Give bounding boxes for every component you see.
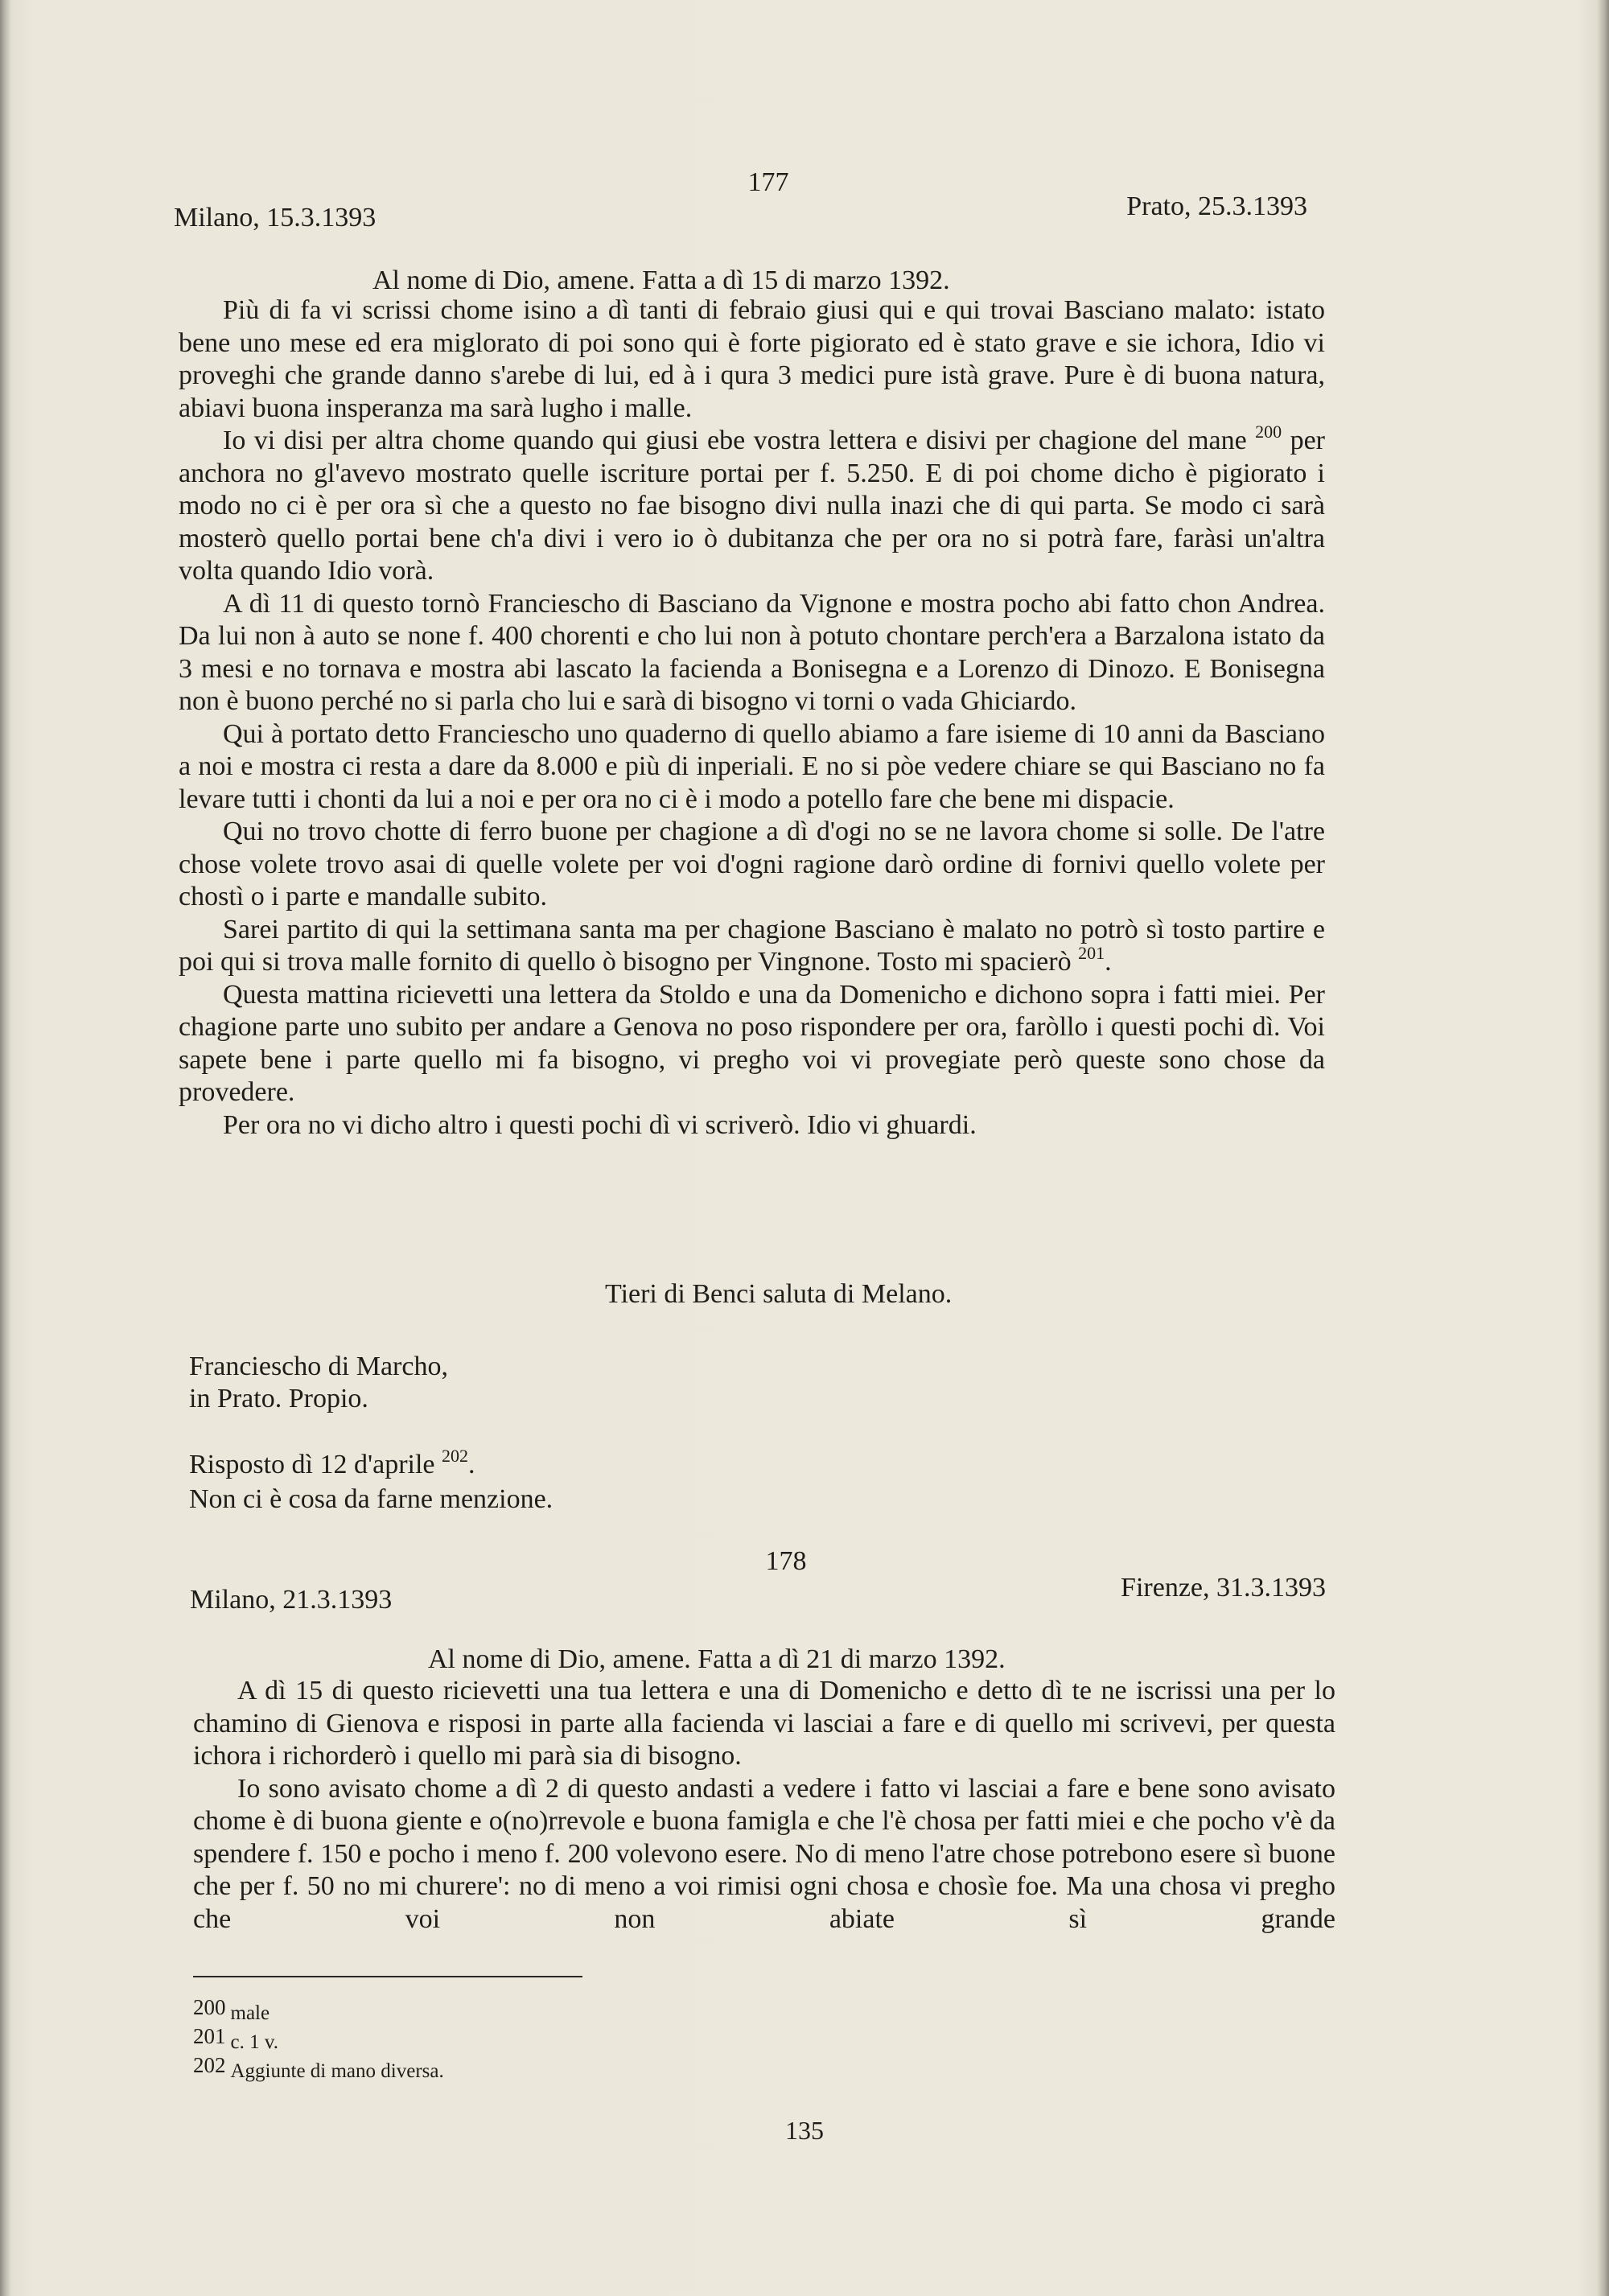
- reply-note-end: .: [468, 1450, 475, 1479]
- letter-paragraph: Io sono avisato chome a dì 2 di questo andasti a vedere i fatto vi lasciai a fare e bene sono avisato chome è di buona giente e o(no)rrevole e buona famigla e che l'è chosa per fatti miei e che pocho v'è da spendere f. 150 e pocho i meno f. 200 volevono esere. No di meno l'atre chose potrebono esere sì buone che per f. 50 no mi churere': no di meno a voi rimisi ogni chosa e chosìe foe. Ma una chosa vi pregho che voi non abiate sì grande: [193, 1773, 1335, 1934]
- letter-paragraph: A dì 15 di questo ricievetti una tua lettera e una di Domenicho e detto dì te ne iscrissi una per lo chamino di Gienova e risposi in parte alla facienda vi lasciai a fare e di quello mi scrivevi, per questa ichora i richorderò i quello mi parà sia di bisogno.: [193, 1676, 1335, 1771]
- letter-number: 178: [765, 1546, 807, 1576]
- letter-signature: Tieri di Benci saluta di Melano.: [605, 1279, 953, 1309]
- footnote: 202 Aggiunte di mano diversa.: [193, 2053, 444, 2082]
- letter-paragraph: Qui no trovo chotte di ferro buone per chagione a dì d'ogi no se ne lavora chome si solle. De l'atre chose volete trovo asai di quelle volete per voi d'ogni ragione darò ordine di fornivi quello volete per chostì o i parte e mandalle subito.: [179, 817, 1325, 911]
- letter-opening: Al nome di Dio, amene. Fatta a dì 21 di marzo 1392.: [428, 1644, 1006, 1674]
- letter-origin: Milano, 15.3.1393: [174, 203, 377, 232]
- letter-body: [179, 294, 1325, 1142]
- letter-number: 177: [747, 167, 789, 197]
- letter-body: [193, 1675, 1335, 1936]
- reply-remark: Non ci è cosa da farne menzione.: [189, 1484, 553, 1514]
- letter-paragraph: A dì 11 di questo tornò Franciescho di Basciano da Vignone e mostra pocho abi fatto chon Andrea. Da lui non à auto se none f. 400 chorenti e cho lui non à potuto chontare perch'era a Barzalona istato da 3 mesi e no tornava e mostra abi lascato la facienda a Bonisegna e a Lorenzo di Dinozo. E Bonisegna non è buono perché no si parla cho lui e sarà di bisogno vi torni o vada Ghiciardo.: [179, 588, 1325, 716]
- letter-paragraph: Più di fa vi scrissi chome isino a dì tanti di febraio giusi qui e qui trovai Basciano malato: istato bene uno mese ed era miglorato di poi sono qui è forte pigiorato ed è stato grave e sie ichora, Idio vi proveghi che grande danno s'arebe di lui, ed à i qura 3 medici pure istà grave. Pure è di buona natura, abiavi buona insperanza ma sarà lugho i malle.: [179, 295, 1325, 423]
- footnote-ref: 200: [1255, 422, 1282, 442]
- letter-paragraph: Io vi disi per altra chome quando qui giusi ebe vostra lettera e disivi per chagione del mane $^{200}$ per anchora no gl'avevo mostrato quelle iscriture portai per f. 5.250. E di poi chome dicho è pigiorato i modo no ci è per ora sì che a questo no fae bisogno divi nulla inazi che di qui parta. Se modo ci sarà mosterò quello portai bene ch'a divi i vero io ò dubitanza che per ora no si potrà fare, faràsi un'altra volta quando Idio vorà.: [179, 422, 1325, 586]
- address-line: Franciescho di Marcho,: [189, 1352, 448, 1381]
- address-line: in Prato. Propio.: [189, 1384, 368, 1413]
- letter-destination: Firenze, 31.3.1393: [1121, 1573, 1326, 1603]
- reply-note: [189, 1446, 475, 1480]
- reply-note-text: Risposto dì 12 d'aprile: [189, 1450, 442, 1479]
- footnote-ref: 201: [1078, 943, 1105, 963]
- letter-paragraph: Qui à portato detto Franciescho uno quaderno di quello abiamo a fare isieme di 10 anni da Basciano a noi e mostra ci resta a dare da 8.000 e più di inperiali. E no si pòe vedere chiare se qui Basciano no fa levare tutti i chonti da lui a noi e per ora no ci è i modo a potello fare che bene mi dispacie.: [179, 718, 1325, 814]
- letter-paragraph: Sarei partito di qui la settimana santa ma per chagione Basciano è malato no potrò sì tosto partire e poi qui si trova malle fornito di quello ò bisogno per Vingnone. Tosto mi spacierò $^{201}$.: [179, 914, 1325, 977]
- letter-paragraph: Questa mattina ricievetti una lettera da Stoldo e una da Domenicho e dichono sopra i fatti miei. Per chagione parte uno subito per andare a Genova no poso rispondere per ora, faròllo i questi pochi dì. Voi sapete bene i parte quello mi fa bisogno, vi pregho voi vi provegiate però queste sono chose da provedere.: [179, 979, 1325, 1107]
- letter-paragraph: Per ora no vi dicho altro i questi pochi dì vi scriverò. Idio vi ghuardi.: [223, 1109, 977, 1140]
- footnote-ref: 202: [442, 1446, 469, 1466]
- letter-destination: Prato, 25.3.1393: [1126, 191, 1307, 221]
- letter-origin: Milano, 21.3.1393: [190, 1585, 393, 1615]
- footnote: 200 male: [193, 1995, 270, 2024]
- footnote: 201 c. 1 v.: [193, 2024, 278, 2053]
- letter-opening: Al nome di Dio, amene. Fatta a dì 15 di marzo 1392.: [372, 265, 950, 295]
- page-number: 135: [785, 2116, 824, 2145]
- footnote-rule: [193, 1976, 582, 1977]
